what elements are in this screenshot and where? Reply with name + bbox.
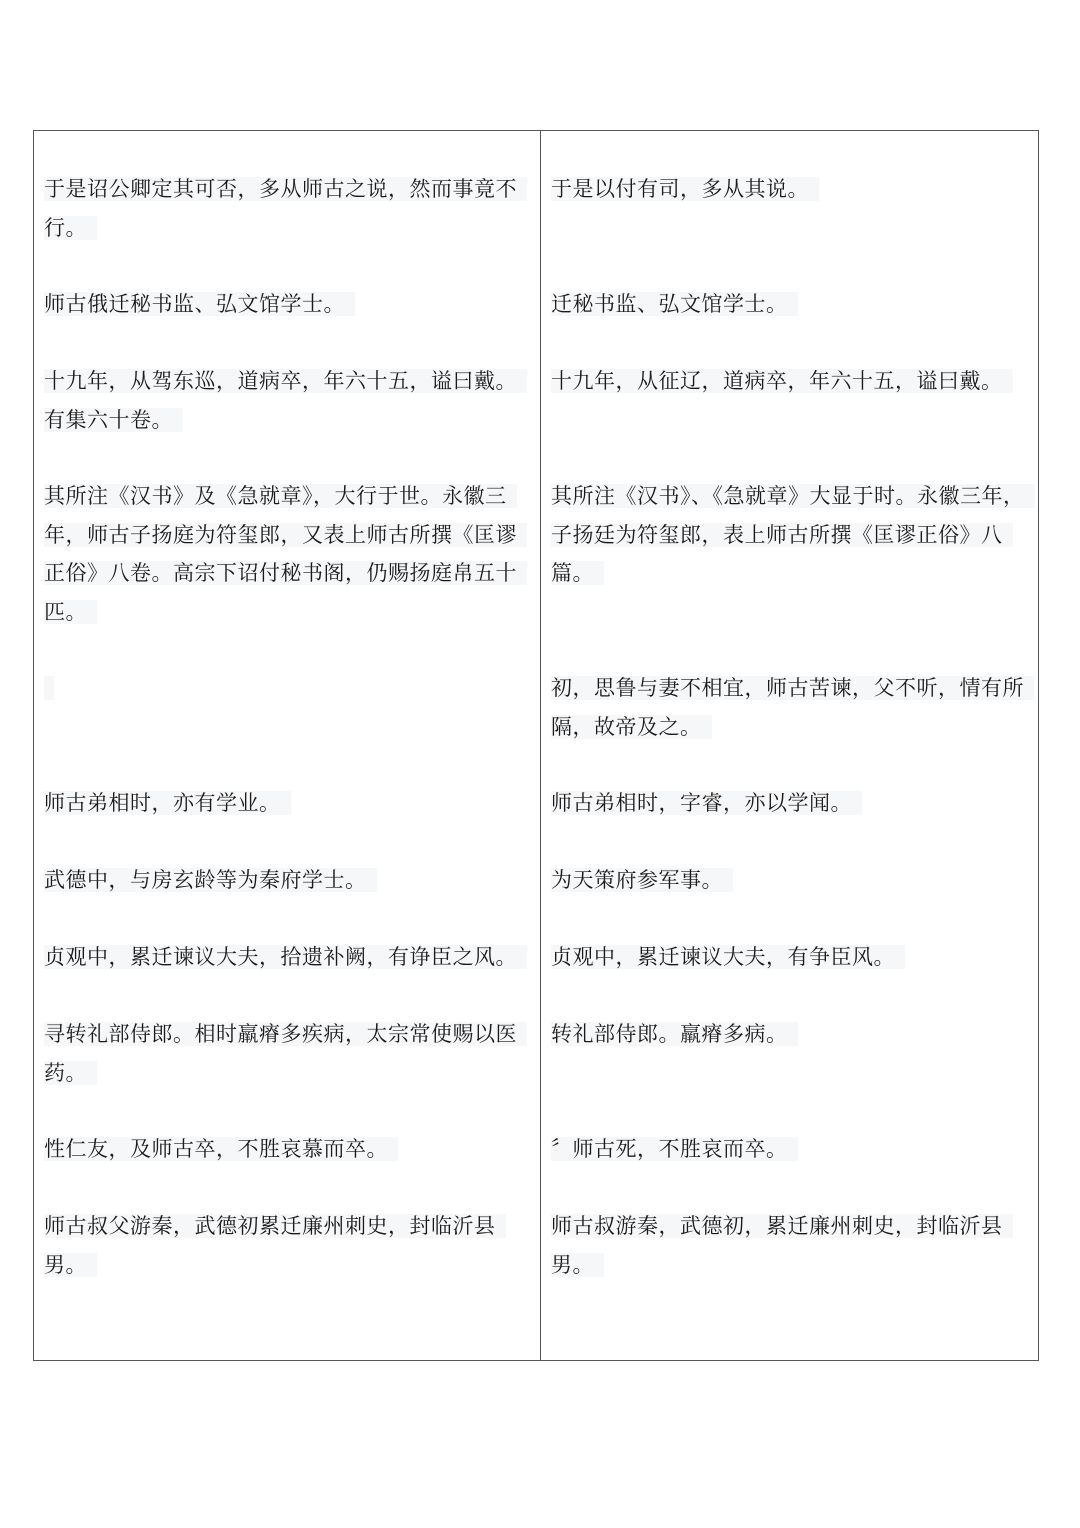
right-entry-text: 师古弟相时，字睿，亦以学闻。 xyxy=(551,791,862,815)
right-entry-text: 转礼部侍郎。羸瘠多病。 xyxy=(551,1022,798,1046)
right-entry-text: 贞观中，累迁谏议大夫，有争臣风。 xyxy=(551,945,905,969)
right-entry-2 xyxy=(551,285,1026,324)
left-entry-text: 武德中，与房玄龄等为秦府学士。 xyxy=(44,868,377,892)
left-entry-11 xyxy=(44,1207,528,1284)
left-entry-text: 寻转礼部侍郎。相时羸瘠多疾病，太宗常使赐以医药。 xyxy=(44,1022,527,1085)
left-column xyxy=(34,131,541,1360)
left-entry-text xyxy=(44,676,54,700)
left-entry-5-empty xyxy=(44,669,528,708)
right-entry-5 xyxy=(551,669,1026,746)
right-entry-text: 于是以付有司，多从其说。 xyxy=(551,177,819,201)
left-entry-text: 师古俄迁秘书监、弘文馆学士。 xyxy=(44,292,355,316)
left-entry-text: 师古弟相时，亦有学业。 xyxy=(44,791,291,815)
left-entry-text: 于是诏公卿定其可否，多从师古之说，然而事竟不行。 xyxy=(44,177,527,240)
left-entry-text: 性仁友，及师古卒，不胜哀慕而卒。 xyxy=(44,1137,398,1161)
right-entry-text: 为天策府参军事。 xyxy=(551,868,733,892)
right-entry-1 xyxy=(551,170,1026,209)
right-entry-text: 〞师古死，不胜哀而卒。 xyxy=(551,1137,798,1161)
right-entry-11 xyxy=(551,1207,1026,1284)
right-entry-text: 迁秘书监、弘文馆学士。 xyxy=(551,292,798,316)
right-entry-8 xyxy=(551,938,1026,977)
right-entry-7 xyxy=(551,861,1026,900)
right-entry-6 xyxy=(551,784,1026,823)
right-entry-3 xyxy=(551,362,1026,401)
right-entry-10 xyxy=(551,1130,1026,1169)
left-entry-1 xyxy=(44,170,528,247)
left-entry-text: 师古叔父游秦，武德初累迁廉州刺史，封临沂县男。 xyxy=(44,1214,506,1277)
right-entry-text: 十九年，从征辽，道病卒，年六十五，谥曰戴。 xyxy=(551,369,1013,393)
left-entry-8 xyxy=(44,938,528,977)
right-entry-text: 其所注《汉书》、《急就章》大显于时。永徽三年，子扬廷为符玺郎，表上师古所撰《匡谬正俗》八篇。 xyxy=(551,484,1035,585)
left-entry-2 xyxy=(44,285,528,324)
right-entry-text: 师古叔游秦，武德初，累迁廉州刺史，封临沂县男。 xyxy=(551,1214,1013,1277)
right-entry-text: 初，思鲁与妻不相宜，师古苦谏，父不听，情有所隔，故帝及之。 xyxy=(551,676,1034,739)
left-entry-7 xyxy=(44,861,528,900)
left-entry-text: 贞观中，累迁谏议大夫，拾遗补阙，有诤臣之风。 xyxy=(44,945,527,969)
right-entry-4 xyxy=(551,477,1026,593)
left-entry-text: 其所注《汉书》及《急就章》，大行于世。永徽三年，师古子扬庭为符玺郎，又表上师古所撰《匡谬正俗》八卷。高宗下诏付秘书阁，仍赐扬庭帛五十匹。 xyxy=(44,484,527,624)
left-entry-9 xyxy=(44,1015,528,1092)
right-entry-9 xyxy=(551,1015,1026,1054)
left-entry-10 xyxy=(44,1130,528,1169)
right-column xyxy=(541,131,1038,1360)
left-entry-3 xyxy=(44,362,528,439)
left-entry-text: 十九年，从驾东巡，道病卒，年六十五，谥曰戴。有集六十卷。 xyxy=(44,369,527,432)
left-entry-4 xyxy=(44,477,528,631)
left-entry-6 xyxy=(44,784,528,823)
comparison-table xyxy=(33,130,1039,1361)
